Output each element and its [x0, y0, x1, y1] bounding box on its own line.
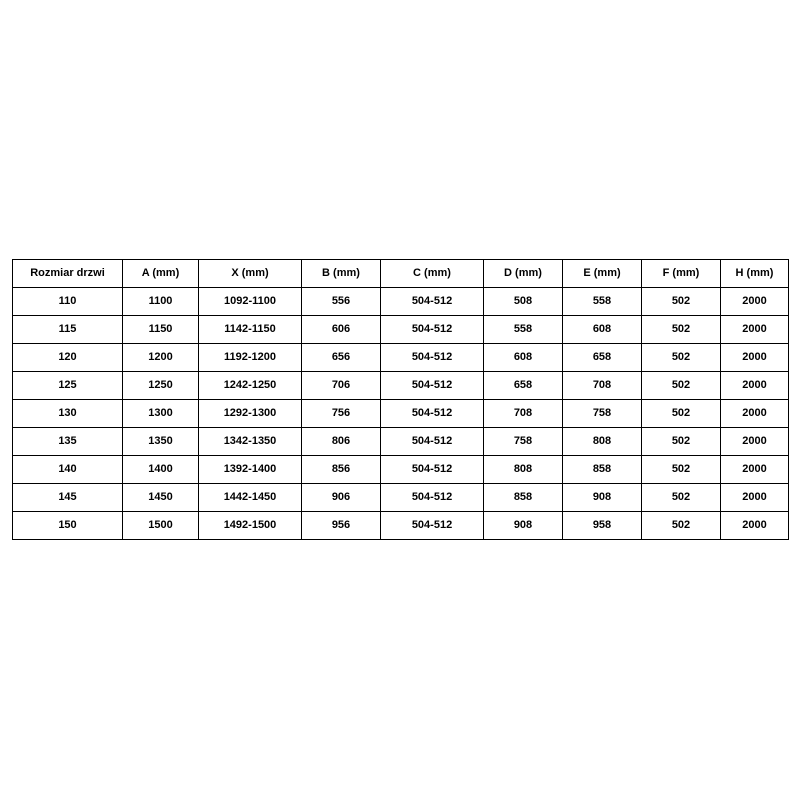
column-header-door-size: Rozmiar drzwi — [13, 260, 123, 288]
cell-a: 1100 — [123, 288, 199, 316]
cell-c: 504-512 — [381, 512, 484, 540]
table-row — [13, 456, 789, 484]
cell-x: 1192-1200 — [199, 344, 302, 372]
cell-d: 758 — [484, 428, 563, 456]
cell-door-size: 110 — [13, 288, 123, 316]
cell-a: 1300 — [123, 400, 199, 428]
table-row — [13, 288, 789, 316]
table-header-row — [13, 260, 789, 288]
cell-d: 858 — [484, 484, 563, 512]
column-header-d: D (mm) — [484, 260, 563, 288]
cell-c: 504-512 — [381, 428, 484, 456]
cell-e: 758 — [563, 400, 642, 428]
cell-d: 908 — [484, 512, 563, 540]
cell-x: 1392-1400 — [199, 456, 302, 484]
specification-table-container — [12, 259, 788, 540]
table-row — [13, 400, 789, 428]
table-row — [13, 372, 789, 400]
cell-b: 656 — [302, 344, 381, 372]
cell-a: 1150 — [123, 316, 199, 344]
cell-x: 1292-1300 — [199, 400, 302, 428]
cell-door-size: 135 — [13, 428, 123, 456]
column-header-f: F (mm) — [642, 260, 721, 288]
cell-x: 1492-1500 — [199, 512, 302, 540]
column-header-b: B (mm) — [302, 260, 381, 288]
cell-f: 502 — [642, 344, 721, 372]
cell-x: 1092-1100 — [199, 288, 302, 316]
cell-door-size: 140 — [13, 456, 123, 484]
cell-f: 502 — [642, 456, 721, 484]
cell-e: 658 — [563, 344, 642, 372]
cell-door-size: 115 — [13, 316, 123, 344]
cell-d: 808 — [484, 456, 563, 484]
cell-e: 908 — [563, 484, 642, 512]
cell-c: 504-512 — [381, 484, 484, 512]
cell-h: 2000 — [721, 344, 789, 372]
cell-a: 1450 — [123, 484, 199, 512]
cell-e: 608 — [563, 316, 642, 344]
cell-c: 504-512 — [381, 456, 484, 484]
cell-f: 502 — [642, 512, 721, 540]
cell-h: 2000 — [721, 288, 789, 316]
cell-h: 2000 — [721, 372, 789, 400]
column-header-c: C (mm) — [381, 260, 484, 288]
cell-h: 2000 — [721, 484, 789, 512]
cell-c: 504-512 — [381, 400, 484, 428]
cell-a: 1200 — [123, 344, 199, 372]
cell-c: 504-512 — [381, 288, 484, 316]
cell-x: 1242-1250 — [199, 372, 302, 400]
table-row — [13, 344, 789, 372]
door-size-specification-table — [12, 259, 789, 540]
cell-a: 1400 — [123, 456, 199, 484]
cell-door-size: 120 — [13, 344, 123, 372]
cell-e: 858 — [563, 456, 642, 484]
table-row — [13, 428, 789, 456]
cell-f: 502 — [642, 428, 721, 456]
cell-f: 502 — [642, 400, 721, 428]
cell-a: 1500 — [123, 512, 199, 540]
cell-b: 906 — [302, 484, 381, 512]
table-row — [13, 484, 789, 512]
cell-e: 808 — [563, 428, 642, 456]
cell-door-size: 130 — [13, 400, 123, 428]
cell-x: 1142-1150 — [199, 316, 302, 344]
cell-d: 608 — [484, 344, 563, 372]
cell-h: 2000 — [721, 456, 789, 484]
cell-d: 508 — [484, 288, 563, 316]
cell-f: 502 — [642, 288, 721, 316]
column-header-a: A (mm) — [123, 260, 199, 288]
cell-f: 502 — [642, 484, 721, 512]
cell-d: 708 — [484, 400, 563, 428]
cell-c: 504-512 — [381, 316, 484, 344]
cell-b: 556 — [302, 288, 381, 316]
cell-b: 806 — [302, 428, 381, 456]
cell-door-size: 145 — [13, 484, 123, 512]
cell-e: 958 — [563, 512, 642, 540]
cell-c: 504-512 — [381, 372, 484, 400]
cell-h: 2000 — [721, 316, 789, 344]
table-row — [13, 512, 789, 540]
cell-h: 2000 — [721, 512, 789, 540]
column-header-x: X (mm) — [199, 260, 302, 288]
cell-x: 1442-1450 — [199, 484, 302, 512]
cell-b: 606 — [302, 316, 381, 344]
cell-b: 956 — [302, 512, 381, 540]
column-header-h: H (mm) — [721, 260, 789, 288]
column-header-e: E (mm) — [563, 260, 642, 288]
cell-a: 1350 — [123, 428, 199, 456]
cell-e: 558 — [563, 288, 642, 316]
cell-x: 1342-1350 — [199, 428, 302, 456]
cell-c: 504-512 — [381, 344, 484, 372]
cell-h: 2000 — [721, 428, 789, 456]
cell-door-size: 125 — [13, 372, 123, 400]
cell-a: 1250 — [123, 372, 199, 400]
table-row — [13, 316, 789, 344]
cell-h: 2000 — [721, 400, 789, 428]
cell-b: 856 — [302, 456, 381, 484]
cell-f: 502 — [642, 372, 721, 400]
cell-d: 558 — [484, 316, 563, 344]
cell-door-size: 150 — [13, 512, 123, 540]
cell-e: 708 — [563, 372, 642, 400]
cell-f: 502 — [642, 316, 721, 344]
cell-b: 706 — [302, 372, 381, 400]
cell-d: 658 — [484, 372, 563, 400]
cell-b: 756 — [302, 400, 381, 428]
